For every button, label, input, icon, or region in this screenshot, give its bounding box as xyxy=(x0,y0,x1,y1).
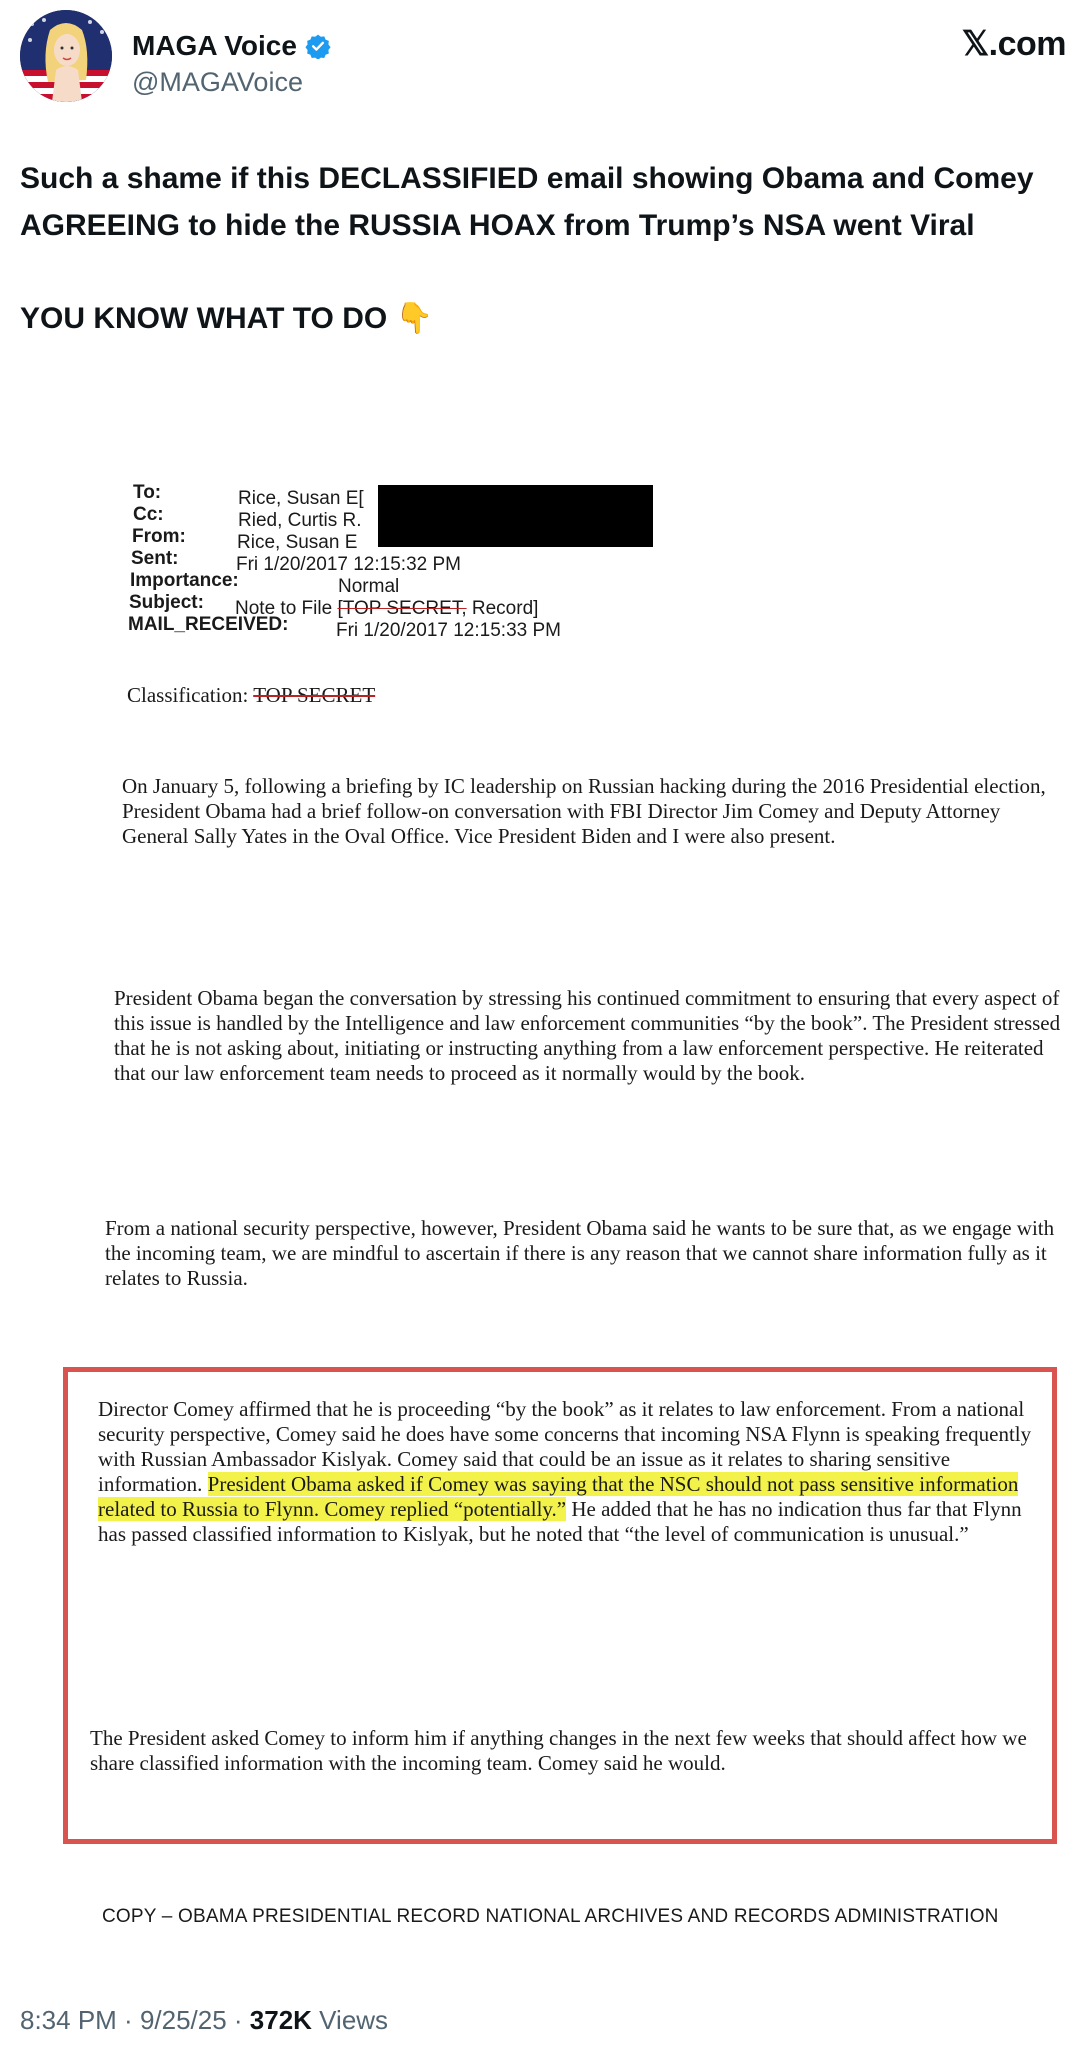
highlighted-text: President Obama asked if Comey was saying that the NSC should not pass sensitive information related to Russia to Flynn. Comey replied “potentially.” xyxy=(98,1472,1019,1521)
doc-value-from: Rice, Susan E xyxy=(237,532,358,553)
views-count[interactable]: 372K xyxy=(249,2005,312,2035)
doc-subject-strike: [TOP SECRET, xyxy=(337,598,467,619)
doc-label-to: To: xyxy=(133,482,162,503)
doc-label-importance: Importance: xyxy=(130,570,239,591)
doc-value-cc: Ried, Curtis R. xyxy=(238,510,362,531)
doc-classification-value: TOP SECRET xyxy=(253,683,376,707)
redaction-block xyxy=(378,485,653,547)
doc-paragraph-4 xyxy=(98,1397,1043,1547)
doc-paragraph-4-pre: Director Comey affirmed that he is proceeding “by the book” as it relates to law enforcement. From a national security perspective, Comey said he does have some concerns that incoming NSA Flynn is speaking frequently with Russian Ambassador Kislyak. Comey said that could be an issue as it relates to sharing sensitive information. xyxy=(98,1397,1032,1496)
doc-subject-pre: Note to File xyxy=(235,598,338,619)
avatar-woman-flag-icon xyxy=(20,10,112,102)
doc-footer: COPY – OBAMA PRESIDENTIAL RECORD NATIONAL ARCHIVES AND RECORDS ADMINISTRATION xyxy=(102,1906,999,1927)
doc-subject-post: Record] xyxy=(466,598,539,619)
doc-value-sent: Fri 1/20/2017 12:15:32 PM xyxy=(236,554,461,575)
tweet-meta xyxy=(20,2005,388,2036)
doc-classification-label: Classification: xyxy=(127,683,249,707)
doc-label-mail-received: MAIL_RECEIVED: xyxy=(128,614,289,635)
author-name-row xyxy=(132,30,331,62)
doc-value-importance: Normal xyxy=(338,576,400,597)
doc-label-sent: Sent: xyxy=(131,548,179,569)
doc-label-cc: Cc: xyxy=(133,504,164,525)
tweet-header xyxy=(20,10,1070,105)
doc-classification xyxy=(127,683,375,708)
author-handle[interactable]: @MAGAVoice xyxy=(132,67,303,97)
tweet-text-line: Such a shame if this DECLASSIFIED email showing Obama and Comey AGREEING to hide the RUSSIA HOAX from Trump’s NSA went Viral xyxy=(20,162,1034,242)
tweet-media-document[interactable] xyxy=(60,440,1080,1960)
doc-paragraph-5: The President asked Comey to inform him if anything changes in the next few weeks that should affect how we share classified information with the incoming team. Comey said he would. xyxy=(90,1726,1027,1775)
tweet-text xyxy=(20,155,1065,342)
verified-badge-icon xyxy=(305,33,331,59)
doc-label-from: From: xyxy=(132,526,186,547)
doc-paragraph-1: On January 5, following a briefing by IC leadership on Russian hacking during the 2016 Presidential election, President Obama had a brief follow-on conversation with FBI Director Jim Comey and Deputy Attorney General Sally Yates in the Oval Office. Vice President Biden and I were also present. xyxy=(122,774,1046,848)
doc-paragraph-3: From a national security perspective, however, President Obama said he wants to be sure that, as we engage with the incoming team, we are mindful to ascertain if there is any reason that we cannot share information fully as it relates to Russia. xyxy=(105,1216,1055,1290)
doc-paragraph-4-post: He added that he has no indication thus far that Flynn has passed classified information to Kislyak, but he noted that “the level of communication is unusual.” xyxy=(98,1497,1022,1546)
tweet-cta xyxy=(20,295,1065,342)
avatar[interactable] xyxy=(20,10,112,102)
tweet-cta-text: YOU KNOW WHAT TO DO xyxy=(20,302,388,335)
pointing-down-emoji-icon: 👇 xyxy=(395,302,433,335)
views-label: Views xyxy=(311,2005,389,2035)
x-logo[interactable]: 𝕏.com xyxy=(961,25,1066,63)
doc-value-to: Rice, Susan E[ xyxy=(238,488,364,509)
doc-label-subject: Subject: xyxy=(129,592,204,613)
doc-paragraph-2: President Obama began the conversation by stressing his continued commitment to ensuring that every aspect of this issue is handled by the Intelligence and law enforcement communities “by the book”. The President stressed that he is not asking about, initiating or instructing anything from a law enforcement perspective. He reiterated that our law enforcement team needs to proceed as it normally would by the book. xyxy=(114,986,1061,1085)
meta-separator: · xyxy=(116,2005,140,2035)
doc-value-mail-received: Fri 1/20/2017 12:15:33 PM xyxy=(336,620,561,641)
meta-separator: · xyxy=(226,2005,250,2035)
author-name[interactable]: MAGA Voice xyxy=(132,30,297,61)
tweet-time[interactable]: 8:34 PM xyxy=(20,2005,117,2035)
tweet-date[interactable]: 9/25/25 xyxy=(139,2005,227,2035)
